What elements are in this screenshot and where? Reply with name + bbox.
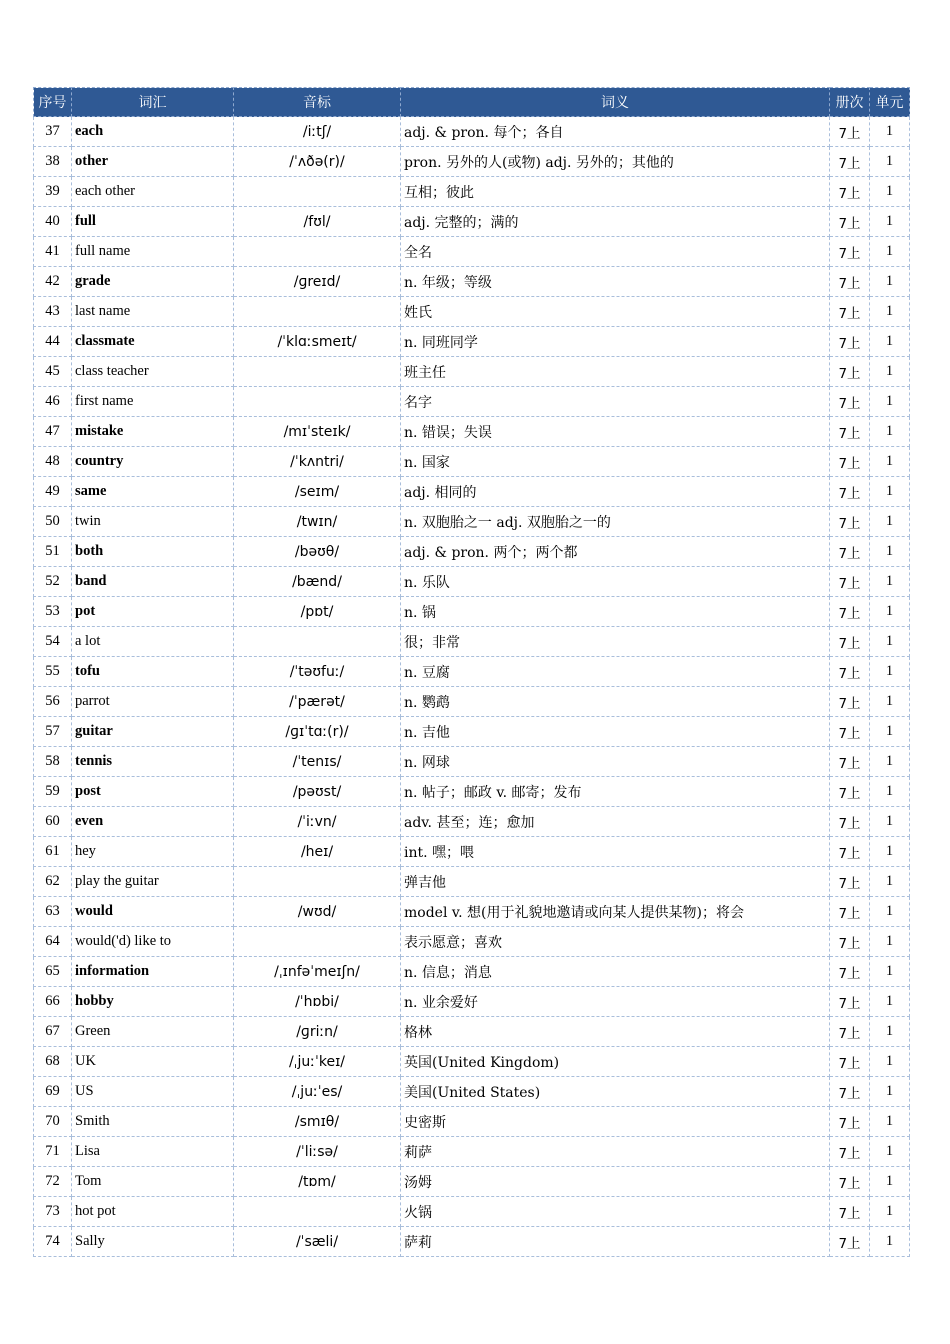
- row-meaning: 英国(United Kingdom): [401, 1047, 830, 1077]
- table-row: [34, 297, 910, 327]
- row-unit: 1: [870, 897, 910, 927]
- row-number: 60: [34, 807, 72, 837]
- table-row: [34, 447, 910, 477]
- row-phonetic: /pɒt/: [234, 597, 401, 627]
- row-number: 63: [34, 897, 72, 927]
- row-volume: 7上: [830, 1197, 870, 1227]
- row-word: full name: [72, 237, 234, 267]
- row-phonetic: /ˈtenɪs/: [234, 747, 401, 777]
- row-unit: 1: [870, 357, 910, 387]
- row-phonetic: /ˈpærət/: [234, 687, 401, 717]
- row-unit: 1: [870, 927, 910, 957]
- row-meaning: n. 网球: [401, 747, 830, 777]
- row-unit: 1: [870, 177, 910, 207]
- row-number: 73: [34, 1197, 72, 1227]
- row-volume: 7上: [830, 927, 870, 957]
- row-word: both: [72, 537, 234, 567]
- row-number: 48: [34, 447, 72, 477]
- table-row: [34, 147, 910, 177]
- row-volume: 7上: [830, 357, 870, 387]
- row-meaning: n. 国家: [401, 447, 830, 477]
- row-volume: 7上: [830, 567, 870, 597]
- row-unit: 1: [870, 1167, 910, 1197]
- row-word: Sally: [72, 1227, 234, 1257]
- row-volume: 7上: [830, 1047, 870, 1077]
- row-unit: 1: [870, 627, 910, 657]
- table-row: [34, 537, 910, 567]
- row-unit: 1: [870, 597, 910, 627]
- row-word: twin: [72, 507, 234, 537]
- row-unit: 1: [870, 297, 910, 327]
- row-word: class teacher: [72, 357, 234, 387]
- row-unit: 1: [870, 147, 910, 177]
- row-word: even: [72, 807, 234, 837]
- row-word: country: [72, 447, 234, 477]
- row-phonetic: /fʊl/: [234, 207, 401, 237]
- row-volume: 7上: [830, 717, 870, 747]
- row-phonetic: /tɒm/: [234, 1167, 401, 1197]
- table-row: [34, 897, 910, 927]
- row-meaning: n. 乐队: [401, 567, 830, 597]
- row-phonetic: /twɪn/: [234, 507, 401, 537]
- row-meaning: 姓氏: [401, 297, 830, 327]
- table-row: [34, 1167, 910, 1197]
- row-phonetic: [234, 357, 401, 387]
- header-word: 词汇: [72, 88, 234, 117]
- row-meaning: adj. 相同的: [401, 477, 830, 507]
- table-row: [34, 867, 910, 897]
- row-word: each: [72, 117, 234, 147]
- row-phonetic: [234, 237, 401, 267]
- row-word: US: [72, 1077, 234, 1107]
- row-unit: 1: [870, 1077, 910, 1107]
- row-unit: 1: [870, 687, 910, 717]
- table-row: [34, 777, 910, 807]
- row-volume: 7上: [830, 627, 870, 657]
- row-unit: 1: [870, 507, 910, 537]
- row-number: 55: [34, 657, 72, 687]
- row-number: 56: [34, 687, 72, 717]
- header-phonetic: 音标: [234, 88, 401, 117]
- row-phonetic: /ˈliːsə/: [234, 1137, 401, 1167]
- row-phonetic: /ˈhɒbi/: [234, 987, 401, 1017]
- row-word: Smith: [72, 1107, 234, 1137]
- row-unit: 1: [870, 477, 910, 507]
- row-volume: 7上: [830, 1017, 870, 1047]
- row-meaning: pron. 另外的人(或物) adj. 另外的；其他的: [401, 147, 830, 177]
- row-word: band: [72, 567, 234, 597]
- row-phonetic: /smɪθ/: [234, 1107, 401, 1137]
- row-phonetic: /pəʊst/: [234, 777, 401, 807]
- row-unit: 1: [870, 777, 910, 807]
- row-number: 66: [34, 987, 72, 1017]
- row-unit: 1: [870, 807, 910, 837]
- row-volume: 7上: [830, 237, 870, 267]
- row-number: 38: [34, 147, 72, 177]
- row-word: pot: [72, 597, 234, 627]
- row-volume: 7上: [830, 1227, 870, 1257]
- row-unit: 1: [870, 957, 910, 987]
- row-volume: 7上: [830, 537, 870, 567]
- row-unit: 1: [870, 387, 910, 417]
- row-word: Green: [72, 1017, 234, 1047]
- row-phonetic: [234, 627, 401, 657]
- row-word: same: [72, 477, 234, 507]
- row-volume: 7上: [830, 417, 870, 447]
- header-row: [34, 88, 910, 117]
- row-meaning: 名字: [401, 387, 830, 417]
- row-volume: 7上: [830, 687, 870, 717]
- row-meaning: 美国(United States): [401, 1077, 830, 1107]
- row-unit: 1: [870, 1047, 910, 1077]
- row-volume: 7上: [830, 1107, 870, 1137]
- row-volume: 7上: [830, 477, 870, 507]
- table-row: [34, 417, 910, 447]
- row-number: 69: [34, 1077, 72, 1107]
- row-number: 71: [34, 1137, 72, 1167]
- row-meaning: 表示愿意；喜欢: [401, 927, 830, 957]
- row-volume: 7上: [830, 987, 870, 1017]
- row-volume: 7上: [830, 597, 870, 627]
- table-row: [34, 267, 910, 297]
- table-row: [34, 717, 910, 747]
- table-row: [34, 237, 910, 267]
- row-volume: 7上: [830, 867, 870, 897]
- row-number: 49: [34, 477, 72, 507]
- row-phonetic: /mɪˈsteɪk/: [234, 417, 401, 447]
- row-word: Tom: [72, 1167, 234, 1197]
- row-number: 46: [34, 387, 72, 417]
- row-meaning: n. 吉他: [401, 717, 830, 747]
- row-unit: 1: [870, 447, 910, 477]
- table-row: [34, 1227, 910, 1257]
- row-number: 64: [34, 927, 72, 957]
- row-number: 42: [34, 267, 72, 297]
- row-phonetic: /ˈsæli/: [234, 1227, 401, 1257]
- row-unit: 1: [870, 537, 910, 567]
- row-meaning: 格林: [401, 1017, 830, 1047]
- row-number: 59: [34, 777, 72, 807]
- row-unit: 1: [870, 867, 910, 897]
- table-row: [34, 117, 910, 147]
- row-volume: 7上: [830, 657, 870, 687]
- row-phonetic: /ˈtəʊfuː/: [234, 657, 401, 687]
- row-phonetic: [234, 867, 401, 897]
- row-word: last name: [72, 297, 234, 327]
- row-meaning: 很；非常: [401, 627, 830, 657]
- row-volume: 7上: [830, 807, 870, 837]
- row-number: 54: [34, 627, 72, 657]
- row-number: 70: [34, 1107, 72, 1137]
- row-unit: 1: [870, 117, 910, 147]
- row-phonetic: /bænd/: [234, 567, 401, 597]
- row-unit: 1: [870, 567, 910, 597]
- table-row: [34, 627, 910, 657]
- row-meaning: adj. & pron. 每个；各自: [401, 117, 830, 147]
- row-word: would: [72, 897, 234, 927]
- row-number: 52: [34, 567, 72, 597]
- row-unit: 1: [870, 657, 910, 687]
- row-number: 65: [34, 957, 72, 987]
- row-unit: 1: [870, 1227, 910, 1257]
- row-meaning: 萨莉: [401, 1227, 830, 1257]
- row-word: play the guitar: [72, 867, 234, 897]
- row-unit: 1: [870, 417, 910, 447]
- row-meaning: model v. 想(用于礼貌地邀请或向某人提供某物)；将会: [401, 897, 830, 927]
- row-meaning: n. 双胞胎之一 adj. 双胞胎之一的: [401, 507, 830, 537]
- row-number: 50: [34, 507, 72, 537]
- row-phonetic: /ˈkʌntri/: [234, 447, 401, 477]
- row-phonetic: [234, 1197, 401, 1227]
- table-row: [34, 567, 910, 597]
- row-meaning: n. 豆腐: [401, 657, 830, 687]
- row-number: 74: [34, 1227, 72, 1257]
- row-meaning: n. 鹦鹉: [401, 687, 830, 717]
- row-word: UK: [72, 1047, 234, 1077]
- row-meaning: 弹吉他: [401, 867, 830, 897]
- table-row: [34, 927, 910, 957]
- row-meaning: 全名: [401, 237, 830, 267]
- row-phonetic: /ɡɪˈtɑː(r)/: [234, 717, 401, 747]
- row-meaning: 火锅: [401, 1197, 830, 1227]
- row-meaning: n. 业余爱好: [401, 987, 830, 1017]
- row-number: 37: [34, 117, 72, 147]
- table-row: [34, 1047, 910, 1077]
- row-word: a lot: [72, 627, 234, 657]
- row-phonetic: [234, 927, 401, 957]
- table-row: [34, 1107, 910, 1137]
- row-meaning: 莉萨: [401, 1137, 830, 1167]
- row-volume: 7上: [830, 267, 870, 297]
- row-number: 67: [34, 1017, 72, 1047]
- row-volume: 7上: [830, 327, 870, 357]
- table-row: [34, 327, 910, 357]
- row-word: each other: [72, 177, 234, 207]
- row-volume: 7上: [830, 837, 870, 867]
- table-row: [34, 807, 910, 837]
- row-word: first name: [72, 387, 234, 417]
- row-phonetic: /iːtʃ/: [234, 117, 401, 147]
- row-meaning: int. 嘿；喂: [401, 837, 830, 867]
- row-unit: 1: [870, 1107, 910, 1137]
- row-number: 43: [34, 297, 72, 327]
- table-row: [34, 207, 910, 237]
- row-word: grade: [72, 267, 234, 297]
- header-volume: 册次: [830, 88, 870, 117]
- row-phonetic: /ˌjuːˈkeɪ/: [234, 1047, 401, 1077]
- row-word: would('d) like to: [72, 927, 234, 957]
- row-number: 62: [34, 867, 72, 897]
- row-word: mistake: [72, 417, 234, 447]
- row-phonetic: [234, 297, 401, 327]
- row-volume: 7上: [830, 507, 870, 537]
- row-volume: 7上: [830, 387, 870, 417]
- table-body: [34, 117, 910, 1257]
- row-word: hey: [72, 837, 234, 867]
- row-phonetic: /ɡriːn/: [234, 1017, 401, 1047]
- row-volume: 7上: [830, 1167, 870, 1197]
- row-phonetic: [234, 387, 401, 417]
- row-meaning: n. 错误；失误: [401, 417, 830, 447]
- table-row: [34, 837, 910, 867]
- row-meaning: n. 信息；消息: [401, 957, 830, 987]
- row-phonetic: /wʊd/: [234, 897, 401, 927]
- row-unit: 1: [870, 717, 910, 747]
- row-word: classmate: [72, 327, 234, 357]
- row-volume: 7上: [830, 897, 870, 927]
- row-number: 41: [34, 237, 72, 267]
- row-phonetic: /ɡreɪd/: [234, 267, 401, 297]
- row-word: hot pot: [72, 1197, 234, 1227]
- row-number: 57: [34, 717, 72, 747]
- row-volume: 7上: [830, 957, 870, 987]
- row-meaning: 互相；彼此: [401, 177, 830, 207]
- row-word: Lisa: [72, 1137, 234, 1167]
- row-number: 53: [34, 597, 72, 627]
- row-phonetic: /ˌjuːˈes/: [234, 1077, 401, 1107]
- row-meaning: 班主任: [401, 357, 830, 387]
- row-phonetic: [234, 177, 401, 207]
- row-meaning: 史密斯: [401, 1107, 830, 1137]
- row-meaning: adv. 甚至；连；愈加: [401, 807, 830, 837]
- table-row: [34, 507, 910, 537]
- row-number: 39: [34, 177, 72, 207]
- row-meaning: n. 锅: [401, 597, 830, 627]
- row-phonetic: /heɪ/: [234, 837, 401, 867]
- row-number: 51: [34, 537, 72, 567]
- row-phonetic: /ˈʌðə(r)/: [234, 147, 401, 177]
- row-phonetic: /ˈklɑːsmeɪt/: [234, 327, 401, 357]
- table-row: [34, 687, 910, 717]
- row-number: 45: [34, 357, 72, 387]
- table-row: [34, 1197, 910, 1227]
- row-volume: 7上: [830, 207, 870, 237]
- header-meaning: 词义: [401, 88, 830, 117]
- table-row: [34, 657, 910, 687]
- row-meaning: adj. & pron. 两个；两个都: [401, 537, 830, 567]
- header-number: 序号: [34, 88, 72, 117]
- row-volume: 7上: [830, 147, 870, 177]
- table-row: [34, 387, 910, 417]
- row-unit: 1: [870, 207, 910, 237]
- row-unit: 1: [870, 1137, 910, 1167]
- row-word: guitar: [72, 717, 234, 747]
- row-meaning: n. 帖子；邮政 v. 邮寄；发布: [401, 777, 830, 807]
- row-unit: 1: [870, 327, 910, 357]
- header-unit: 单元: [870, 88, 910, 117]
- table-row: [34, 747, 910, 777]
- row-number: 40: [34, 207, 72, 237]
- row-number: 72: [34, 1167, 72, 1197]
- table-row: [34, 987, 910, 1017]
- row-word: tennis: [72, 747, 234, 777]
- table-row: [34, 597, 910, 627]
- row-word: hobby: [72, 987, 234, 1017]
- table-row: [34, 477, 910, 507]
- table-row: [34, 1017, 910, 1047]
- row-number: 61: [34, 837, 72, 867]
- table-row: [34, 957, 910, 987]
- row-unit: 1: [870, 1017, 910, 1047]
- row-word: tofu: [72, 657, 234, 687]
- row-word: information: [72, 957, 234, 987]
- row-phonetic: /bəʊθ/: [234, 537, 401, 567]
- row-unit: 1: [870, 1197, 910, 1227]
- row-volume: 7上: [830, 297, 870, 327]
- row-volume: 7上: [830, 117, 870, 147]
- row-meaning: n. 年级；等级: [401, 267, 830, 297]
- table-row: [34, 1137, 910, 1167]
- table-row: [34, 1077, 910, 1107]
- row-volume: 7上: [830, 747, 870, 777]
- row-number: 58: [34, 747, 72, 777]
- row-volume: 7上: [830, 1137, 870, 1167]
- row-unit: 1: [870, 987, 910, 1017]
- row-volume: 7上: [830, 1077, 870, 1107]
- row-volume: 7上: [830, 777, 870, 807]
- row-word: full: [72, 207, 234, 237]
- row-phonetic: /seɪm/: [234, 477, 401, 507]
- row-word: other: [72, 147, 234, 177]
- row-unit: 1: [870, 747, 910, 777]
- row-unit: 1: [870, 237, 910, 267]
- row-phonetic: /ˈiːvn/: [234, 807, 401, 837]
- row-number: 47: [34, 417, 72, 447]
- table-row: [34, 357, 910, 387]
- row-meaning: n. 同班同学: [401, 327, 830, 357]
- row-meaning: adj. 完整的；满的: [401, 207, 830, 237]
- vocabulary-table: [33, 87, 910, 1257]
- row-number: 44: [34, 327, 72, 357]
- table-row: [34, 177, 910, 207]
- row-meaning: 汤姆: [401, 1167, 830, 1197]
- row-word: post: [72, 777, 234, 807]
- row-volume: 7上: [830, 177, 870, 207]
- row-phonetic: /ˌɪnfəˈmeɪʃn/: [234, 957, 401, 987]
- row-unit: 1: [870, 837, 910, 867]
- row-unit: 1: [870, 267, 910, 297]
- row-volume: 7上: [830, 447, 870, 477]
- row-number: 68: [34, 1047, 72, 1077]
- row-word: parrot: [72, 687, 234, 717]
